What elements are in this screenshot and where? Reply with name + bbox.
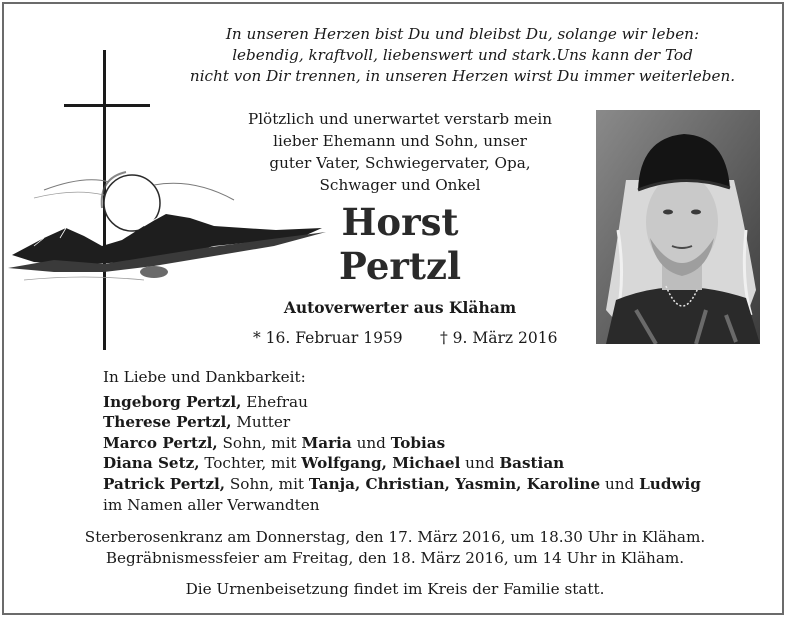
- mourner-name: Tobias: [390, 433, 446, 452]
- mourner-name: Ingeborg Pertzl,: [103, 392, 242, 411]
- mountains-icon: [8, 214, 326, 280]
- mourner-name: Ludwig: [639, 474, 701, 493]
- mourner-row: [103, 392, 763, 413]
- mourners-closing: im Namen aller Verwandten: [103, 495, 320, 514]
- urn-burial-info: Die Urnenbeisetzung findet im Kreis der Familie statt.: [185, 580, 605, 598]
- mourner-relation: Sohn, mit: [225, 474, 309, 493]
- mourner-row: [103, 412, 763, 433]
- service-info: [20, 527, 770, 600]
- mourner-relation: und: [460, 454, 500, 473]
- life-dates: [253, 328, 573, 348]
- mourner-row: [103, 474, 763, 495]
- mourner-name: Diana Setz,: [103, 454, 200, 473]
- last-name: Pertzl: [338, 244, 462, 288]
- death-announcement: [200, 108, 600, 196]
- mourner-row: [103, 433, 763, 454]
- mourners-intro: In Liebe und Dankbarkeit:: [103, 368, 306, 386]
- announcement-line: lieber Ehemann und Sohn, unser: [273, 132, 527, 150]
- birth-date: * 16. Februar 1959: [253, 329, 403, 347]
- mourner-name: Tanja, Christian, Yasmin, Karoline: [308, 474, 601, 493]
- mourner-name: Wolfgang, Michael: [301, 454, 461, 473]
- poem-line: nicht von Dir trennen, in unseren Herzen wirst Du immer weiterleben.: [189, 67, 736, 85]
- mourner-relation: Sohn, mit: [217, 433, 302, 452]
- mourner-name: Therese Pertzl,: [103, 413, 232, 432]
- portrait-photo: [596, 110, 760, 344]
- mourner-relation: Tochter, mit: [199, 454, 302, 473]
- announcement-line: Schwager und Onkel: [319, 176, 481, 194]
- poem-line: lebendig, kraftvoll, liebenswert und stark.Uns kann der Tod: [232, 46, 693, 64]
- portrait-image: [596, 110, 760, 344]
- mourner-name: Maria: [301, 433, 352, 452]
- mourner-relation: und: [600, 474, 640, 493]
- poem-line: In unseren Herzen bist Du und bleibst Du, solange wir leben:: [225, 25, 700, 43]
- occupation: Autoverwerter aus Kläham: [283, 298, 517, 317]
- mourner-name: Bastian: [499, 454, 565, 473]
- requiem-info: Begräbnismessfeier am Freitag, den 18. März 2016, um 14 Uhr in Kläham.: [105, 549, 685, 567]
- mourner-relation: Mutter: [231, 413, 291, 432]
- mourner-relation: und: [351, 433, 391, 452]
- announcement-line: Plötzlich und unerwartet verstarb mein: [247, 110, 553, 128]
- mourner-name: Marco Pertzl,: [103, 433, 218, 452]
- first-name: Horst: [341, 200, 459, 244]
- rosary-info: Sterberosenkranz am Donnerstag, den 17. März 2016, um 18.30 Uhr in Kläham.: [84, 528, 706, 546]
- mourner-relation: Ehefrau: [241, 392, 308, 411]
- announcement-line: guter Vater, Schwiegervater, Opa,: [269, 154, 531, 172]
- mourner-name: Patrick Pertzl,: [103, 474, 226, 493]
- deceased-name: [300, 200, 500, 288]
- mourners-list: [103, 367, 763, 515]
- mourner-row: [103, 453, 763, 474]
- death-date: † 9. März 2016: [440, 329, 558, 347]
